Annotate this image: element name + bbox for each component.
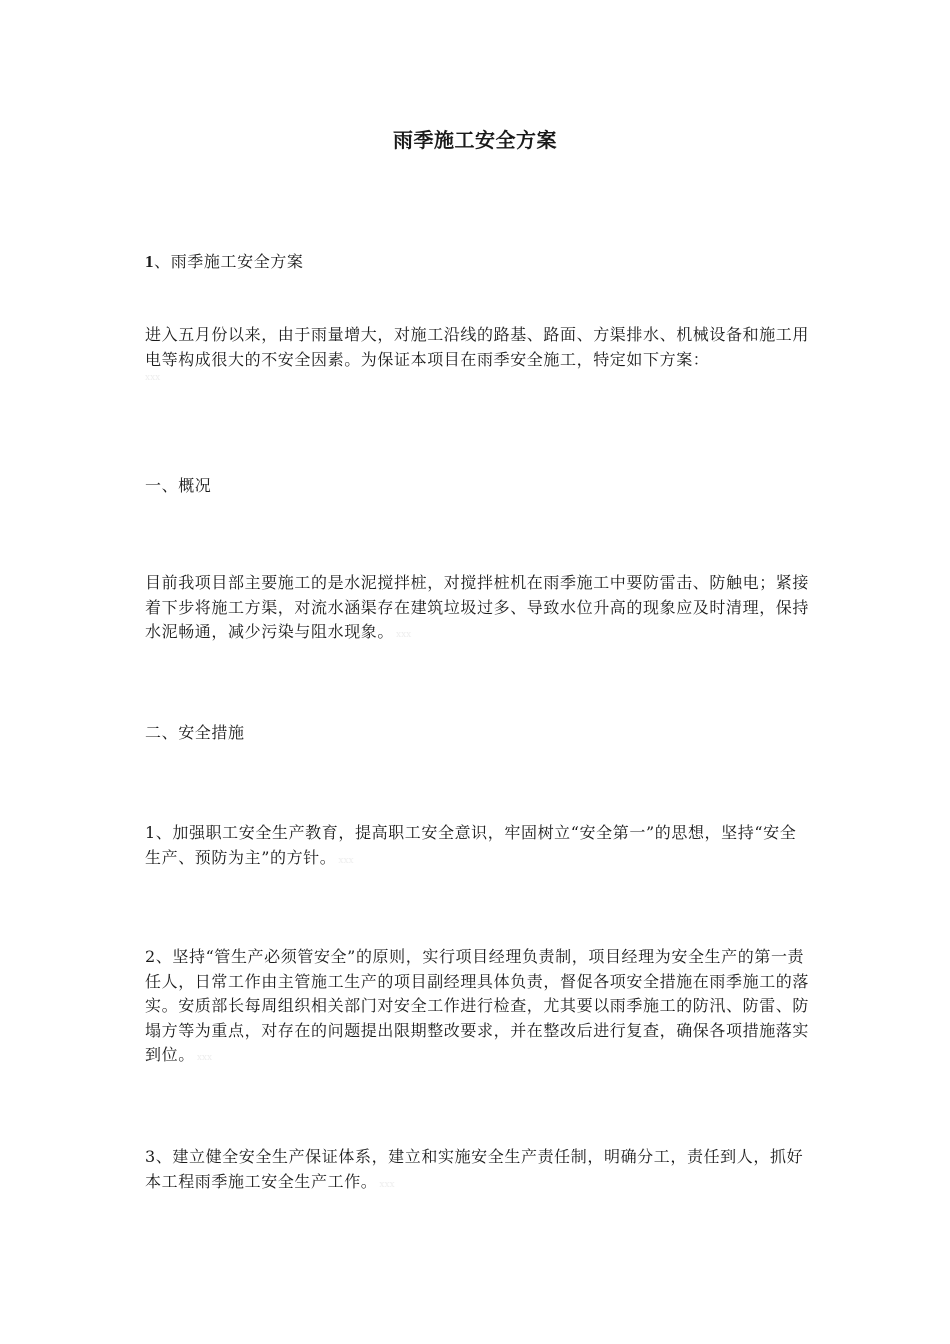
measure-item-3: [145, 1145, 810, 1197]
measure-text: 1、加强职工安全生产教育，提高职工安全意识，牢固树立“安全第一”的思想，坚持“安全生产、预防为主”的方针。: [145, 823, 797, 867]
section-heading-1: [145, 250, 810, 275]
part1-paragraph: [145, 571, 810, 648]
faint-watermark-mark: xxx: [145, 373, 161, 383]
faint-watermark-mark: xxx: [338, 855, 354, 866]
part2-heading: 二、安全措施: [145, 723, 245, 742]
faint-watermark-mark: xxx: [196, 1053, 213, 1063]
section-number: 1: [145, 252, 155, 271]
part1-heading: 一、概况: [145, 476, 212, 495]
intro-text: 进入五月份以来，由于雨量增大，对施工沿线的路基、路面、方渠排水、机械设备和施工用电等构成很大的不安全因素。为保证本项目在雨季安全施工，特定如下方案：: [145, 325, 810, 369]
faint-watermark-mark: xxx: [379, 1179, 395, 1190]
faint-watermark-mark: xxx: [396, 630, 412, 640]
measure-item-2: [145, 945, 810, 1071]
section-heading-text: 、雨季施工安全方案: [154, 252, 304, 271]
measure-item-1: [145, 821, 810, 873]
measure-text: 2、坚持“管生产必须管安全”的原则，实行项目经理负责制，项目经理为安全生产的第一责任人，日常工作由主管施工生产的项目副经理具体负责，督促各项安全措施在雨季施工的落实。安质部长每周组织相关部门对安全工作进行检查，尤其要以雨季施工的防汛、防雷、防塌方等为重点，对存在的问题提出限期整改要求，并在整改后进行复查，确保各项措施落实到位。: [145, 947, 810, 1064]
intro-paragraph: [145, 323, 810, 384]
document-title: 雨季施工安全方案: [393, 128, 557, 152]
measure-text: 3、建立健全安全生产保证体系，建立和实施安全生产责任制，明确分工，责任到人，抓好本工程雨季施工安全生产工作。: [145, 1147, 804, 1191]
part1-text: 目前我项目部主要施工的是水泥搅拌桩，对搅拌桩机在雨季施工中要防雷击、防触电；紧接着下步将施工方渠，对流水涵渠存在建筑垃圾过多、导致水位升高的现象应及时清理，保持水泥畅通，减少污染与阻水现象。: [145, 573, 810, 641]
